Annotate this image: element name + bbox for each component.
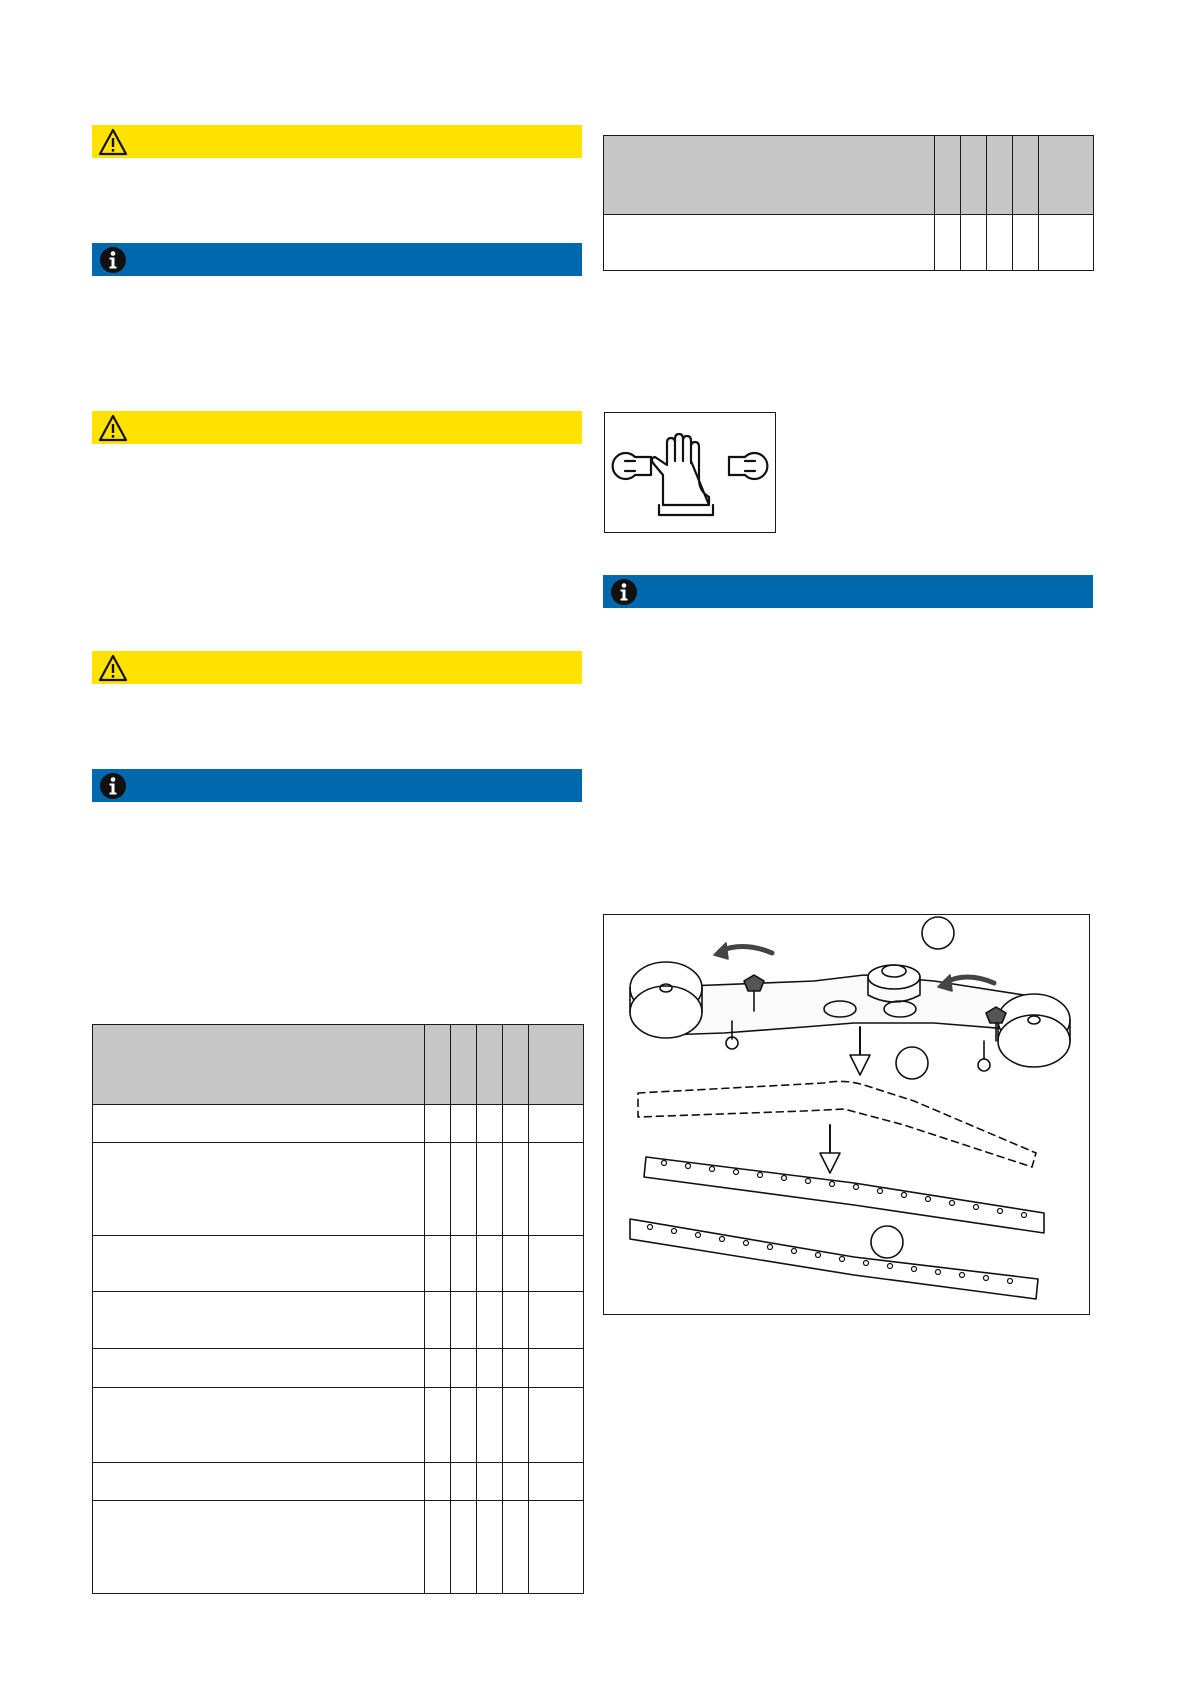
squeegee-exploded-view — [604, 915, 1089, 1314]
info-notice-bar — [603, 575, 1093, 608]
header-cell — [425, 1025, 451, 1105]
table-header-row — [604, 136, 1094, 215]
table-row — [93, 1463, 584, 1501]
warning-notice-bar — [92, 411, 582, 444]
warning-notice-bar — [92, 651, 582, 684]
header-cell — [529, 1025, 584, 1105]
table-row — [93, 1388, 584, 1463]
info-icon — [98, 245, 128, 275]
maintenance-table — [603, 135, 1094, 271]
table-row — [93, 1105, 584, 1143]
table-row — [93, 1292, 584, 1349]
header-cell — [477, 1025, 503, 1105]
warning-triangle-icon — [98, 413, 128, 443]
table-row — [93, 1501, 584, 1594]
warning-notice-bar — [92, 125, 582, 158]
callout-circle — [922, 917, 954, 949]
info-icon — [609, 577, 639, 607]
callout-circle — [896, 1047, 928, 1079]
header-cell — [93, 1025, 425, 1105]
table-row — [604, 215, 1094, 271]
header-cell — [503, 1025, 529, 1105]
table-row — [93, 1236, 584, 1292]
info-notice-bar — [92, 243, 582, 276]
protective-gloves-pictogram — [604, 412, 776, 533]
table-row — [93, 1143, 584, 1236]
callout-circle — [871, 1226, 903, 1258]
info-notice-bar — [92, 769, 582, 802]
info-icon — [98, 771, 128, 801]
maintenance-table — [92, 1024, 584, 1594]
warning-triangle-icon — [98, 653, 128, 683]
header-cell — [451, 1025, 477, 1105]
table-header-row — [93, 1025, 584, 1105]
warning-triangle-icon — [98, 127, 128, 157]
glove-wrench-icon — [605, 413, 775, 532]
table-row — [93, 1349, 584, 1388]
squeegee-assembly-illustration — [603, 914, 1090, 1315]
